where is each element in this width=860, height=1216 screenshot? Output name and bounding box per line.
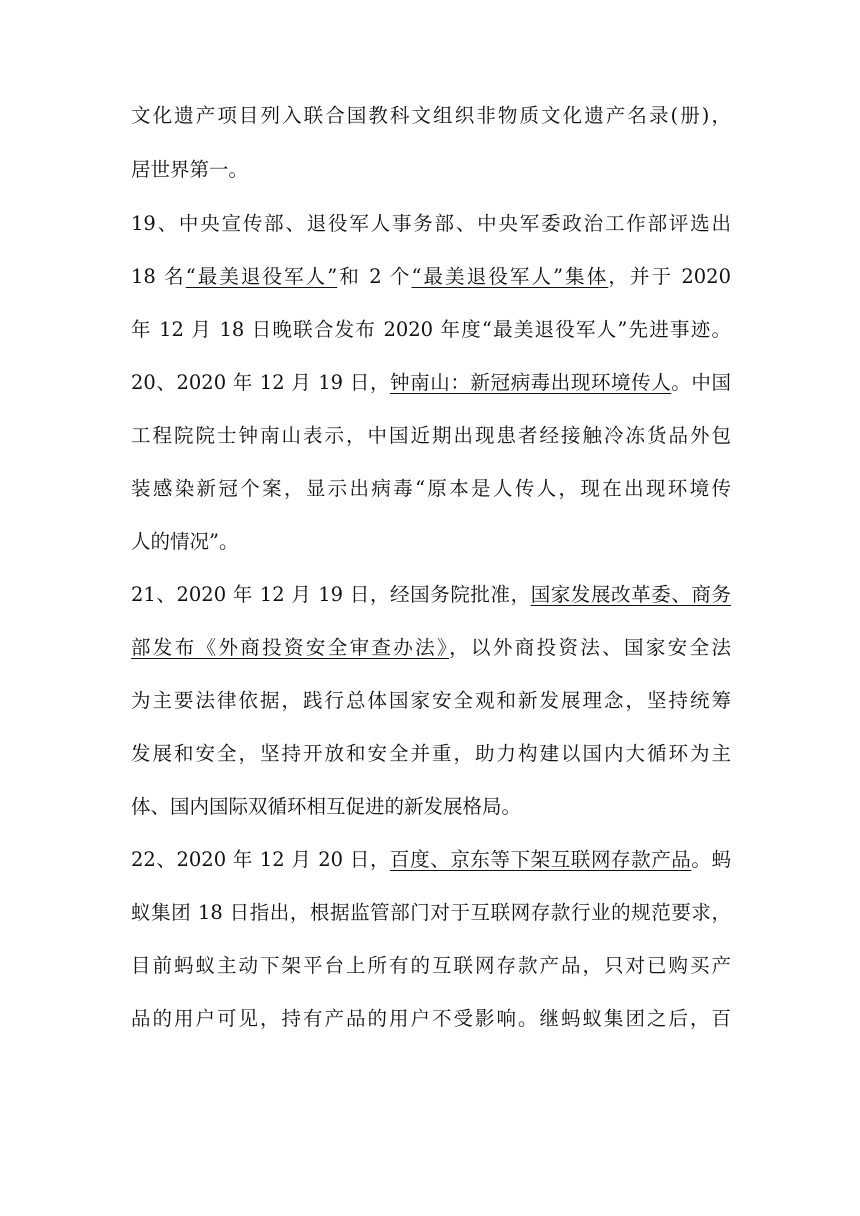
underlined-phrase: “最美退役军人”集体	[411, 265, 609, 288]
underlined-phrase: 国家发展改革委、商务	[530, 583, 731, 606]
text-run: 发展和安全，坚持开放和安全并重，助力构建以国内大循环为主	[131, 742, 731, 765]
text-run: ，以外商投资法、国家安全法	[449, 636, 731, 659]
underlined-phrase: “最美退役军人”	[185, 265, 338, 288]
text-line	[131, 1005, 731, 1033]
text-run: ，并于 2020	[608, 265, 731, 288]
text-line	[131, 316, 731, 344]
text-run: 21、2020 年 12 月 19 日，经国务院批准，	[131, 583, 531, 606]
text-line	[131, 793, 731, 821]
underlined-phrase: 钟南山：新冠病毒出现环境传人	[390, 371, 672, 394]
text-line	[131, 263, 731, 291]
text-line	[131, 846, 731, 874]
text-run: 和 2 个	[337, 265, 412, 288]
text-run: 文化遗产项目列入联合国教科文组织非物质文化遗产名录(册)，	[131, 104, 731, 127]
text-line	[131, 634, 731, 662]
underlined-phrase: 部发布《外商投资安全审查办法》	[131, 636, 450, 659]
text-line	[131, 156, 731, 184]
text-run: 工程院院士钟南山表示，中国近期出现患者经接触冷冻货品外包	[131, 424, 731, 447]
text-run: 目前蚂蚁主动下架平台上所有的互联网存款产品，只对已购买产	[131, 954, 731, 977]
text-line	[131, 475, 731, 503]
text-line	[131, 528, 731, 556]
text-line	[131, 210, 731, 238]
text-run: 年 12 月 18 日晚联合发布 2020 年度“最美退役军人”先进事迹。	[131, 318, 731, 341]
text-line	[131, 422, 731, 450]
text-line	[131, 952, 731, 980]
text-run: 体、国内国际双循环相互促进的新发展格局。	[131, 795, 522, 818]
text-run: 装感染新冠个案，显示出病毒“原本是人传人，现在出现环境传	[131, 477, 731, 500]
text-line	[131, 899, 731, 927]
text-line	[131, 369, 731, 397]
text-run: 人的情况”。	[131, 530, 239, 553]
text-run: 蚁集团 18 日指出，根据监管部门对于互联网存款行业的规范要求，	[131, 901, 731, 924]
text-run: 品的用户可见，持有产品的用户不受影响。继蚂蚁集团之后，百	[131, 1007, 731, 1030]
underlined-phrase: 百度、京东等下架互联网存款产品	[390, 848, 692, 871]
text-line	[131, 740, 731, 768]
text-run: 居世界第一。	[131, 158, 249, 181]
text-run: 。蚂	[691, 848, 731, 871]
text-line	[131, 102, 731, 130]
text-line	[131, 687, 731, 715]
text-run: 20、2020 年 12 月 19 日，	[131, 371, 391, 394]
text-line	[131, 581, 731, 609]
text-run: 为主要法律依据，践行总体国家安全观和新发展理念，坚持统筹	[131, 689, 731, 712]
text-run: 22、2020 年 12 月 20 日，	[131, 848, 391, 871]
text-run: 18 名	[131, 265, 186, 288]
text-run: 19、中央宣传部、退役军人事务部、中央军委政治工作部评选出	[131, 212, 731, 235]
text-run: 。中国	[671, 371, 731, 394]
